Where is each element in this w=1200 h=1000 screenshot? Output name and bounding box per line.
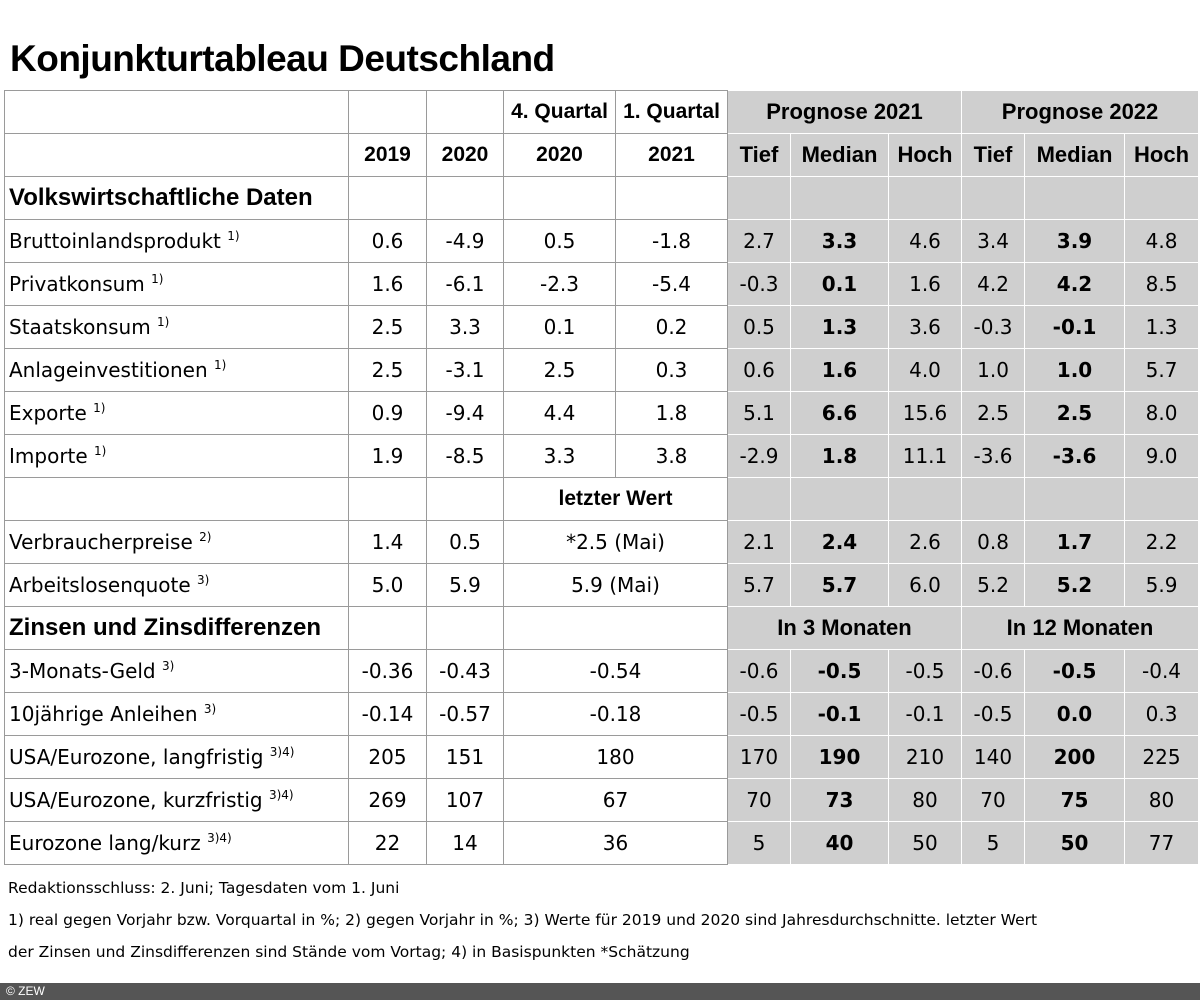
row-label-text: Anlageinvestitionen [9, 358, 208, 382]
forecast-cell: 4.2 [962, 263, 1025, 306]
header-prognose-2022: Prognose 2022 [962, 91, 1199, 134]
footnote-marker: 3) [203, 702, 217, 716]
row-label [5, 564, 349, 607]
forecast-cell: 5.7 [791, 564, 889, 607]
empty-cell [349, 478, 427, 521]
value-cell: -6.1 [427, 263, 504, 306]
forecast-cell: 5.9 [1125, 564, 1199, 607]
forecast-cell: 225 [1125, 736, 1199, 779]
footnote-marker: 1) [93, 401, 106, 415]
forecast-cell: 1.0 [1025, 349, 1125, 392]
value-cell: 151 [427, 736, 504, 779]
empty-cell [504, 177, 616, 220]
forecast-cell: 140 [962, 736, 1025, 779]
empty-cell [1125, 478, 1199, 521]
forecast-cell: 1.8 [791, 435, 889, 478]
value-cell: -0.36 [349, 650, 427, 693]
forecast-cell: 3.4 [962, 220, 1025, 263]
forecast-cell: 1.6 [791, 349, 889, 392]
forecast-cell: 0.3 [1125, 693, 1199, 736]
row-label-text: USA/Eurozone, langfristig [9, 745, 264, 769]
forecast-cell: 50 [1025, 822, 1125, 865]
value-cell: -3.1 [427, 349, 504, 392]
forecast-cell: 0.8 [962, 521, 1025, 564]
row-label [5, 736, 349, 779]
header-q1-2021: 1. Quartal [616, 91, 728, 134]
value-cell: 0.5 [427, 521, 504, 564]
forecast-cell: 4.0 [889, 349, 962, 392]
value-cell: 269 [349, 779, 427, 822]
empty-cell [349, 607, 427, 650]
empty-cell [962, 177, 1025, 220]
forecast-cell: 4.6 [889, 220, 962, 263]
forecast-cell: 5.2 [962, 564, 1025, 607]
forecast-cell: 2.2 [1125, 521, 1199, 564]
value-cell: 5.9 [427, 564, 504, 607]
forecast-cell: 75 [1025, 779, 1125, 822]
value-cell: 0.2 [616, 306, 728, 349]
forecast-cell: 4.2 [1025, 263, 1125, 306]
forecast-cell: -0.1 [1025, 306, 1125, 349]
footnote-marker: 3) [197, 573, 210, 587]
forecast-cell: 1.7 [1025, 521, 1125, 564]
forecast-cell: 1.3 [1125, 306, 1199, 349]
footnote-marker: 3)4) [269, 745, 295, 759]
empty-cell [889, 177, 962, 220]
forecast-cell: 77 [1125, 822, 1199, 865]
value-cell: 0.1 [504, 306, 616, 349]
forecast-cell: 200 [1025, 736, 1125, 779]
value-cell: 180 [504, 736, 728, 779]
section-title-zinsen: Zinsen und Zinsdifferenzen [5, 607, 349, 650]
empty-cell [1025, 177, 1125, 220]
empty-cell [1125, 177, 1199, 220]
forecast-cell: 80 [1125, 779, 1199, 822]
value-cell: 2.5 [349, 349, 427, 392]
value-cell: 107 [427, 779, 504, 822]
header-cell [5, 91, 349, 134]
footnote-marker: 2) [199, 530, 212, 544]
empty-cell [791, 478, 889, 521]
value-cell: -5.4 [616, 263, 728, 306]
header-2020: 2020 [427, 134, 504, 177]
row-label-text: 10jährige Anleihen [9, 702, 198, 726]
empty-cell [427, 478, 504, 521]
forecast-cell: 50 [889, 822, 962, 865]
forecast-cell: 8.0 [1125, 392, 1199, 435]
value-cell: 14 [427, 822, 504, 865]
header-hoch-2022: Hoch [1125, 134, 1199, 177]
table-row [5, 822, 1199, 865]
footnote-marker: 1) [214, 358, 227, 372]
row-label-text: 3-Monats-Geld [9, 659, 156, 683]
value-cell: -9.4 [427, 392, 504, 435]
value-cell: -4.9 [427, 220, 504, 263]
header-2020-q4: 2020 [504, 134, 616, 177]
table-row [5, 220, 1199, 263]
forecast-cell: 5.1 [728, 392, 791, 435]
forecast-cell: -0.3 [728, 263, 791, 306]
empty-cell [1025, 478, 1125, 521]
forecast-cell: 70 [728, 779, 791, 822]
forecast-cell: -0.5 [791, 650, 889, 693]
table-row [5, 650, 1199, 693]
forecast-cell: -0.5 [962, 693, 1025, 736]
header-tief-2021: Tief [728, 134, 791, 177]
forecast-cell: -0.1 [889, 693, 962, 736]
value-cell: 1.8 [616, 392, 728, 435]
forecast-cell: 1.0 [962, 349, 1025, 392]
header-cell [5, 134, 349, 177]
forecast-cell: 2.5 [1025, 392, 1125, 435]
value-cell: 0.9 [349, 392, 427, 435]
forecast-cell: -0.6 [728, 650, 791, 693]
note-line: 1) real gegen Vorjahr bzw. Vorquartal in %; 2) gegen Vorjahr in %; 3) Werte für 2019 und 2020 sind Jahresdurchschnitte. letzter Wert [8, 911, 1038, 929]
empty-cell [889, 478, 962, 521]
row-label [5, 650, 349, 693]
header-in-12-monaten: In 12 Monaten [962, 607, 1199, 650]
forecast-cell: 2.5 [962, 392, 1025, 435]
forecast-cell: 15.6 [889, 392, 962, 435]
value-cell: 3.3 [427, 306, 504, 349]
value-cell: 0.3 [616, 349, 728, 392]
header-cell [427, 91, 504, 134]
empty-cell [349, 177, 427, 220]
forecast-cell: 5.7 [1125, 349, 1199, 392]
forecast-cell: 5 [728, 822, 791, 865]
forecast-cell: -0.4 [1125, 650, 1199, 693]
forecast-cell: -0.1 [791, 693, 889, 736]
forecast-cell: 80 [889, 779, 962, 822]
row-label-text: Arbeitslosenquote [9, 573, 191, 597]
footnote-marker: 3) [162, 659, 175, 673]
row-label [5, 435, 349, 478]
table-row [5, 736, 1199, 779]
note-line: Redaktionsschluss: 2. Juni; Tagesdaten vom 1. Juni [8, 879, 400, 897]
table-row [5, 564, 1199, 607]
footnote-marker: 1) [227, 229, 240, 243]
row-label [5, 306, 349, 349]
forecast-cell: 0.0 [1025, 693, 1125, 736]
row-label [5, 220, 349, 263]
header-cell [349, 91, 427, 134]
value-cell: -0.43 [427, 650, 504, 693]
value-cell: 1.9 [349, 435, 427, 478]
empty-cell [427, 607, 504, 650]
forecast-cell: 0.6 [728, 349, 791, 392]
value-cell: 1.4 [349, 521, 427, 564]
value-cell: -0.14 [349, 693, 427, 736]
forecast-cell: 3.3 [791, 220, 889, 263]
value-cell: 22 [349, 822, 427, 865]
row-label-text: Staatskonsum [9, 315, 151, 339]
forecast-cell: 9.0 [1125, 435, 1199, 478]
value-cell: -0.54 [504, 650, 728, 693]
forecast-cell: 2.6 [889, 521, 962, 564]
forecast-cell: 0.5 [728, 306, 791, 349]
row-label [5, 521, 349, 564]
table-row [5, 435, 1199, 478]
value-cell: -8.5 [427, 435, 504, 478]
forecast-cell: 40 [791, 822, 889, 865]
konjunktur-table [4, 90, 1199, 865]
forecast-cell: 6.6 [791, 392, 889, 435]
forecast-cell: 5.2 [1025, 564, 1125, 607]
value-cell: -0.57 [427, 693, 504, 736]
value-cell: 5.9 (Mai) [504, 564, 728, 607]
header-2019: 2019 [349, 134, 427, 177]
forecast-cell: 0.1 [791, 263, 889, 306]
row-label-text: Exporte [9, 401, 87, 425]
header-in-3-monaten: In 3 Monaten [728, 607, 962, 650]
value-cell: 0.5 [504, 220, 616, 263]
row-label [5, 263, 349, 306]
forecast-cell: 5 [962, 822, 1025, 865]
header-hoch-2021: Hoch [889, 134, 962, 177]
section-row-volkswirtschaft [5, 177, 1199, 220]
forecast-cell: 4.8 [1125, 220, 1199, 263]
empty-cell [962, 478, 1025, 521]
empty-cell [791, 177, 889, 220]
value-cell: 1.6 [349, 263, 427, 306]
empty-cell [504, 607, 728, 650]
forecast-cell: 2.1 [728, 521, 791, 564]
row-label [5, 392, 349, 435]
forecast-cell: 70 [962, 779, 1025, 822]
header-median-2022: Median [1025, 134, 1125, 177]
forecast-cell: 190 [791, 736, 889, 779]
row-label [5, 822, 349, 865]
value-cell: -0.18 [504, 693, 728, 736]
footnote-marker: 1) [151, 272, 164, 286]
forecast-cell: 1.6 [889, 263, 962, 306]
value-cell: 0.6 [349, 220, 427, 263]
empty-cell [5, 478, 349, 521]
forecast-cell: -0.5 [728, 693, 791, 736]
row-label-text: Verbraucherpreise [9, 530, 193, 554]
table-row [5, 349, 1199, 392]
forecast-cell: 11.1 [889, 435, 962, 478]
forecast-cell: 8.5 [1125, 263, 1199, 306]
header-row-2 [5, 134, 1199, 177]
footnote-marker: 1) [94, 444, 107, 458]
footnotes [8, 872, 1037, 968]
value-cell: -2.3 [504, 263, 616, 306]
row-label-text: Bruttoinlandsprodukt [9, 229, 221, 253]
forecast-cell: 3.9 [1025, 220, 1125, 263]
copyright-footer: © ZEW [0, 983, 1200, 1000]
empty-cell [728, 478, 791, 521]
row-label [5, 779, 349, 822]
forecast-cell: -3.6 [962, 435, 1025, 478]
footnote-marker: 3)4) [268, 788, 294, 802]
page-title: Konjunkturtableau Deutschland [10, 38, 555, 79]
value-cell: 5.0 [349, 564, 427, 607]
table-row [5, 779, 1199, 822]
value-cell: 3.8 [616, 435, 728, 478]
table-row [5, 392, 1199, 435]
table-row [5, 263, 1199, 306]
forecast-cell: -0.6 [962, 650, 1025, 693]
row-label-text: Importe [9, 444, 88, 468]
table-row [5, 521, 1199, 564]
forecast-cell: 210 [889, 736, 962, 779]
row-label-text: Privatkonsum [9, 272, 145, 296]
value-cell: 205 [349, 736, 427, 779]
value-cell: 36 [504, 822, 728, 865]
forecast-cell: 73 [791, 779, 889, 822]
forecast-cell: -0.3 [962, 306, 1025, 349]
section-row-letzter-wert [5, 478, 1199, 521]
forecast-cell: 1.3 [791, 306, 889, 349]
row-label-text: USA/Eurozone, kurzfristig [9, 788, 263, 812]
forecast-cell: 170 [728, 736, 791, 779]
section-title-volkswirtschaft: Volkswirtschaftliche Daten [5, 177, 349, 220]
value-cell: 2.5 [349, 306, 427, 349]
section-row-zinsen [5, 607, 1199, 650]
value-cell: -1.8 [616, 220, 728, 263]
header-letzter-wert: letzter Wert [504, 478, 728, 521]
forecast-cell: -0.5 [1025, 650, 1125, 693]
forecast-cell: 3.6 [889, 306, 962, 349]
footnote-marker: 1) [157, 315, 170, 329]
empty-cell [616, 177, 728, 220]
value-cell: 2.5 [504, 349, 616, 392]
value-cell: *2.5 (Mai) [504, 521, 728, 564]
value-cell: 67 [504, 779, 728, 822]
forecast-cell: 6.0 [889, 564, 962, 607]
forecast-cell: 2.4 [791, 521, 889, 564]
table-row [5, 306, 1199, 349]
note-line: der Zinsen und Zinsdifferenzen sind Stände vom Vortag; 4) in Basispunkten *Schätzung [8, 943, 690, 961]
row-label-text: Eurozone lang/kurz [9, 831, 201, 855]
header-tief-2022: Tief [962, 134, 1025, 177]
header-row-1 [5, 91, 1199, 134]
header-median-2021: Median [791, 134, 889, 177]
empty-cell [728, 177, 791, 220]
header-q4-2020: 4. Quartal [504, 91, 616, 134]
row-label [5, 349, 349, 392]
forecast-cell: 2.7 [728, 220, 791, 263]
value-cell: 3.3 [504, 435, 616, 478]
row-label [5, 693, 349, 736]
header-2021-q1: 2021 [616, 134, 728, 177]
footnote-marker: 3)4) [207, 831, 232, 845]
table-row [5, 693, 1199, 736]
empty-cell [427, 177, 504, 220]
forecast-cell: 5.7 [728, 564, 791, 607]
header-prognose-2021: Prognose 2021 [728, 91, 962, 134]
forecast-cell: -0.5 [889, 650, 962, 693]
forecast-cell: -3.6 [1025, 435, 1125, 478]
value-cell: 4.4 [504, 392, 616, 435]
forecast-cell: -2.9 [728, 435, 791, 478]
